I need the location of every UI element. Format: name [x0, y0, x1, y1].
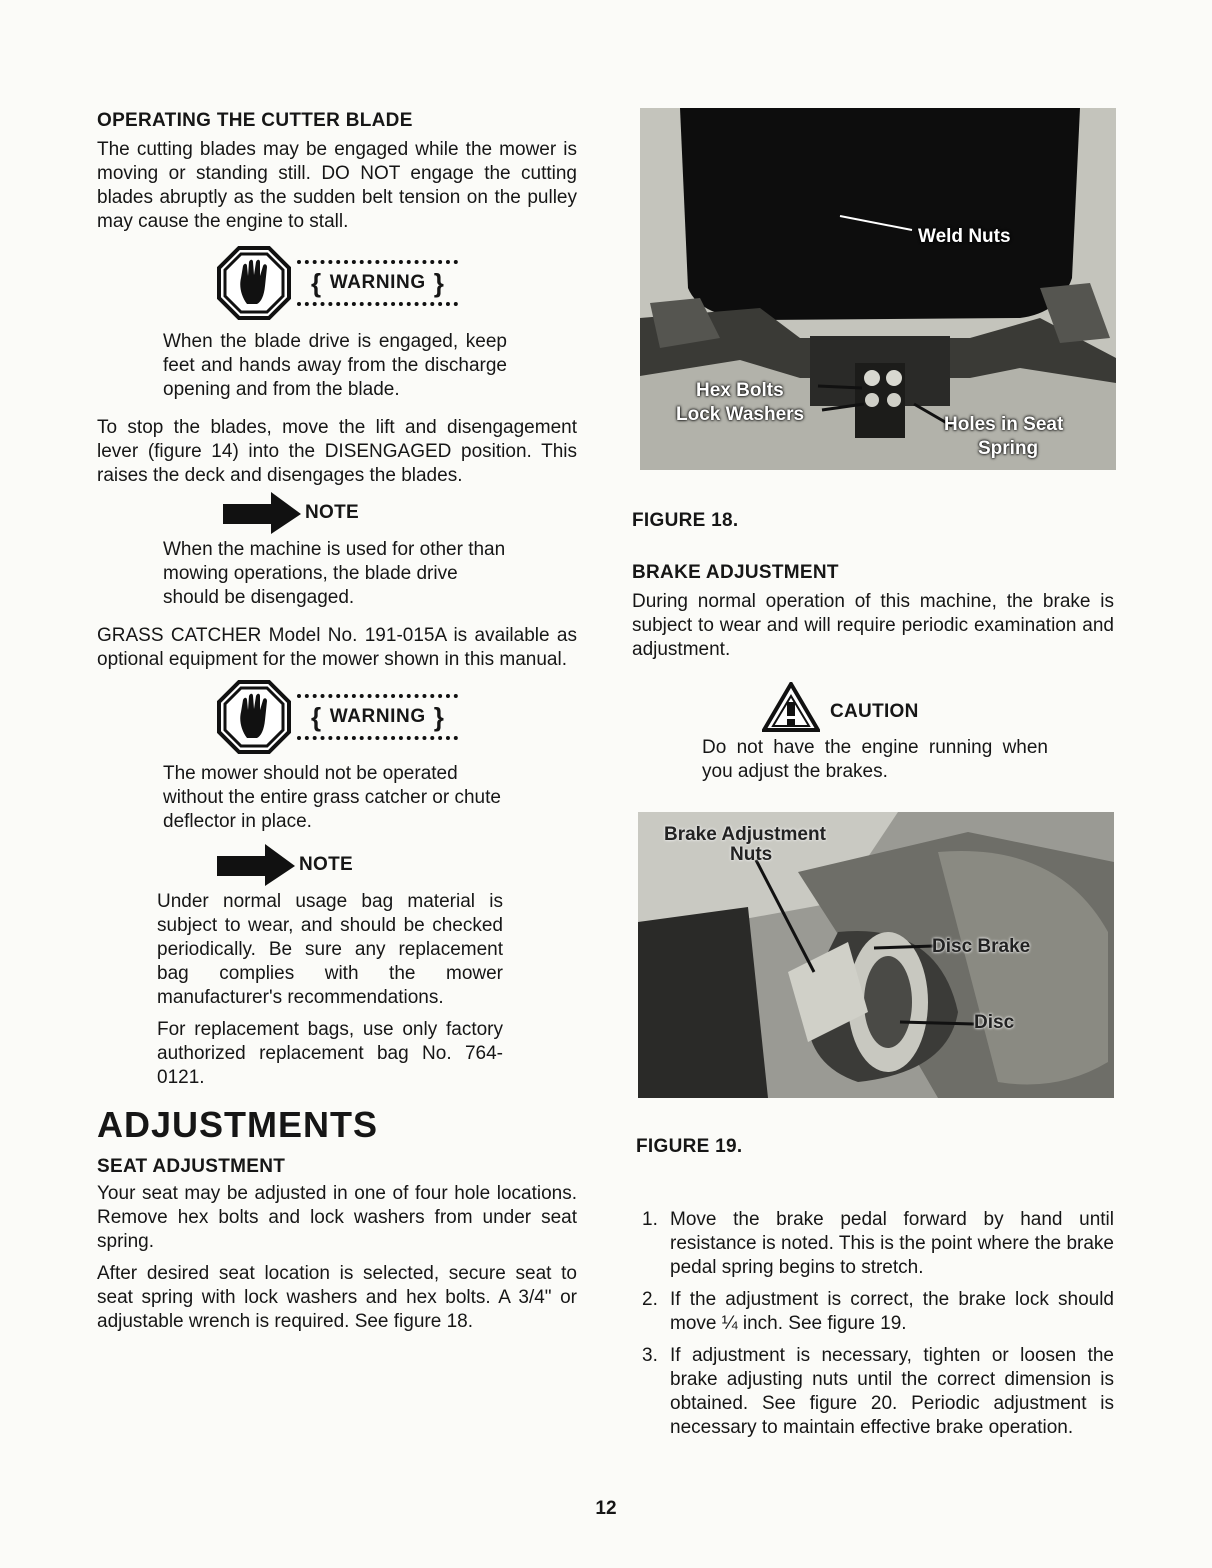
warning-label-2: WARNING	[329, 706, 426, 727]
holes-in-seat-label: Holes in Seat	[944, 414, 1064, 435]
warning-label-box-2: { WARNING }	[297, 694, 458, 740]
warning-label-1: WARNING	[329, 272, 426, 293]
hand-stop-icon	[217, 680, 291, 754]
page-number: 12	[595, 1498, 617, 1519]
warning-callout-1	[217, 246, 577, 320]
warning-text-2: The mower should not be operated without the entire grass catcher or chute deflector in place.	[163, 763, 501, 832]
brake-photo-image	[638, 812, 1114, 1098]
stop-blades-text: To stop the blades, move the lift and disengagement lever (figure 14) into the DISENGAGED position. This raises the deck and disengages the blades.	[97, 417, 577, 486]
adjustments-heading: ADJUSTMENTS	[97, 1104, 379, 1145]
brake-adjustment-label: Brake Adjustment	[664, 824, 826, 845]
warning-label-box-1: { WARNING }	[297, 260, 458, 306]
disc-label: Disc	[974, 1012, 1015, 1033]
list-item: 3. If adjustment is necessary, tighten or loosen the brake adjusting nuts until the correct dimension is obtained. See figure 20. Periodic adjustment is necessary to maintain effective brake operation.	[642, 1345, 1114, 1438]
caution-text: Do not have the engine running when you adjust the brakes.	[702, 737, 1048, 782]
brake-steps-list	[630, 1208, 1114, 1440]
note-label-1: NOTE	[305, 502, 359, 523]
note-text-1: When the machine is used for other than mowing operations, the blade drive should be disengaged.	[163, 539, 506, 608]
seat-text-1: Your seat may be adjusted in one of four hole locations. Remove hex bolts and lock washers from under seat spring.	[97, 1183, 577, 1252]
warning-callout-2	[217, 680, 577, 754]
seat-text-2: After desired seat location is selected, secure seat to seat spring with lock washers and hex bolts. A 3/4" or adjustable wrench is required. See figure 18.	[97, 1263, 577, 1332]
left-column	[97, 110, 577, 1334]
warning-text-1: When the blade drive is engaged, keep feet and hands away from the discharge opening and from the blade.	[163, 331, 507, 400]
seat-adjustment-heading: SEAT ADJUSTMENT	[97, 1156, 286, 1177]
list-item: 1. Move the brake pedal forward by hand until resistance is noted. This is the point where the brake pedal spring begins to stretch.	[642, 1209, 1114, 1278]
note-callout-2	[217, 844, 577, 886]
figure-18-caption: FIGURE 18.	[632, 510, 739, 531]
note-arrow-icon	[223, 492, 303, 534]
right-column	[632, 108, 1114, 1448]
nuts-label: Nuts	[730, 844, 773, 865]
caution-triangle-icon	[762, 682, 820, 732]
grass-catcher-text: GRASS CATCHER Model No. 191-015A is available as optional equipment for the mower shown in this manual.	[97, 625, 577, 670]
disc-brake-label: Disc Brake	[932, 936, 1031, 957]
list-item: 2. If the adjustment is correct, the brake lock should move ¼ inch. See figure 19.	[642, 1289, 1114, 1334]
operating-heading: OPERATING THE CUTTER BLADE	[97, 110, 413, 131]
note-callout-1	[223, 492, 577, 534]
operating-text: The cutting blades may be engaged while the mower is moving or standing still. DO NOT engage the cutting blades abruptly as the sudden belt tension on the pulley may cause the engine to stall.	[97, 139, 577, 232]
figure-18-photo	[640, 108, 1116, 470]
weld-nuts-label: Weld Nuts	[918, 226, 1011, 247]
hex-bolts-label: Hex Bolts	[696, 380, 784, 401]
note-label-2: NOTE	[299, 854, 353, 875]
caution-callout	[762, 682, 1114, 732]
figure-19-caption: FIGURE 19.	[636, 1136, 743, 1157]
spring-label: Spring	[978, 438, 1039, 459]
lock-washers-label: Lock Washers	[676, 404, 805, 425]
replacement-bags-text: For replacement bags, use only factory authorized replacement bag No. 764-0121.	[157, 1019, 503, 1088]
figure-19-photo	[638, 812, 1114, 1098]
note-arrow-icon	[217, 844, 297, 886]
hand-stop-icon	[217, 246, 291, 320]
brake-text: During normal operation of this machine, the brake is subject to wear and will require periodic examination and adjustment.	[632, 591, 1114, 660]
note-text-2: Under normal usage bag material is subject to wear, and should be checked periodically. Be sure any replacement bag complies with the mower manufacturer's recommendations.	[157, 891, 503, 1008]
caution-label: CAUTION	[830, 701, 919, 722]
brake-adjustment-heading: BRAKE ADJUSTMENT	[632, 562, 839, 583]
